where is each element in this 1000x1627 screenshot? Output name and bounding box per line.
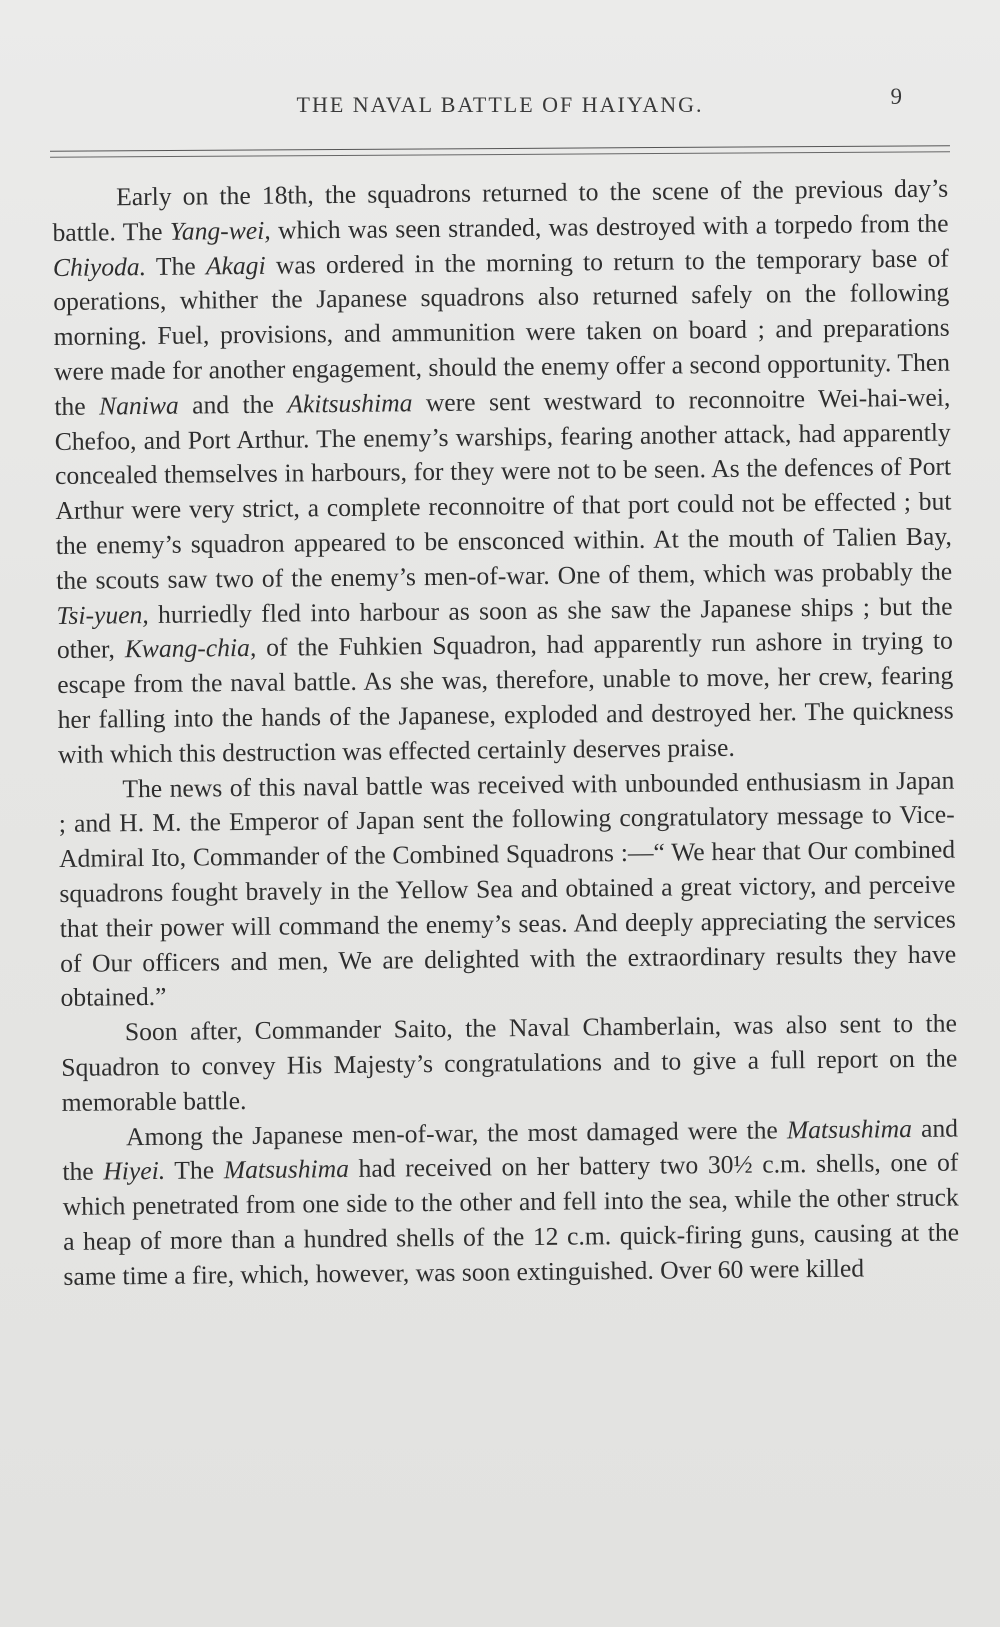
text-run: was ordered in the morning to return to the temporary base of operations, whither the Japanese squadrons also returned safely on the following morning. Fuel, provisions, and ammunition were taken on board ; and preparations were made for another engagement, should the enemy offer a second opportunity. Then the: [53, 243, 951, 421]
text-run: hurriedly fled into harbour as soon as she saw the Japanese ships ; but the other,: [56, 591, 953, 665]
paragraph: [58, 763, 957, 1016]
ship-name: Naniwa: [98, 390, 179, 421]
text-run: The: [145, 250, 207, 281]
text-run: and the: [178, 389, 288, 420]
running-head: [50, 80, 950, 130]
ship-name: Matsushima: [223, 1154, 350, 1185]
ship-name: Yang-wei,: [169, 215, 271, 246]
paragraph: [52, 172, 954, 773]
body-text: [50, 172, 962, 1295]
ship-name: Chiyoda.: [52, 251, 147, 282]
text-run: of the Fuhkien Squadron, had apparently run ashore in trying to escape from the naval battle. As she was, therefore, unable to move, her crew, fearing her falling into the hands of the Japanese, exploded and destroyed her. The quickness with which this destruction was effected certainly deserves praise.: [57, 625, 954, 769]
running-title: THE NAVAL BATTLE OF HAIYANG.: [296, 92, 704, 117]
text-run: and the: [62, 1113, 959, 1187]
text-run: had received on her battery two 30½ c.m. shells, one of which penetrated from one side to the other and fell into the sea, while the other struck a heap of more than a hundred shells of the 12 c.m. quick-firing guns, causing at the same time a fire, which, however, was soon extinguished. Over 60 were killed: [62, 1147, 960, 1291]
text-run: Early on the 18th, the squadrons returned to the scene of the previous day’s battle. The: [52, 173, 949, 247]
text-run: which was seen stranded, was destroyed with a torpedo from the: [270, 208, 949, 245]
text-run: were sent westward to reconnoitre Wei-hai-wei, Chefoo, and Port Arthur. The enemy’s warships, fearing another attack, had apparently concealed themselves in harbours, for they were not to be seen. As the defences of Port Arthur were very strict, a complete reconnoitre of that port could not be effected ; but the enemy’s squadron appeared to be ensconced within. At the mouth of Talien Bay, the scouts saw two of the enemy’s men-of-war. One of them, which was probably the: [54, 382, 953, 595]
text-run: The news of this naval battle was received with unbounded enthusiasm in Japan ; and H. M. the Emperor of Japan sent the following congratulatory message to Vice-Admiral Ito, Commander of the Combined Squadrons :—“ We hear that Our combined squadrons fought bravely in the Yellow Sea and obtained a great victory, and perceive that their power will command the enemy’s seas. And deeply appreciating the services of Our officers and men, We are delighted with the extraordinary results they have obtained.”: [58, 765, 957, 1013]
ship-name: Tsi-yuen,: [56, 599, 149, 630]
text-run: Soon after, Commander Saito, the Naval Chamberlain, was also sent to the Squadron to convey His Majesty’s congratulations and to give a full report on the memorable battle.: [61, 1008, 958, 1117]
paragraph: [62, 1111, 960, 1294]
text-run: Among the Japanese men-of-war, the most damaged were the: [125, 1114, 787, 1151]
paragraph: [61, 1007, 958, 1121]
ship-name: Kwang-chia,: [124, 633, 257, 664]
ship-name: Matsushima: [786, 1113, 913, 1144]
header-rule: [50, 145, 950, 157]
ship-name: Akagi: [205, 250, 266, 280]
page-number: 9: [890, 84, 902, 109]
text-run: The: [164, 1155, 224, 1186]
ship-name: Hiyei.: [103, 1156, 166, 1186]
ship-name: Akitsushima: [287, 387, 413, 419]
